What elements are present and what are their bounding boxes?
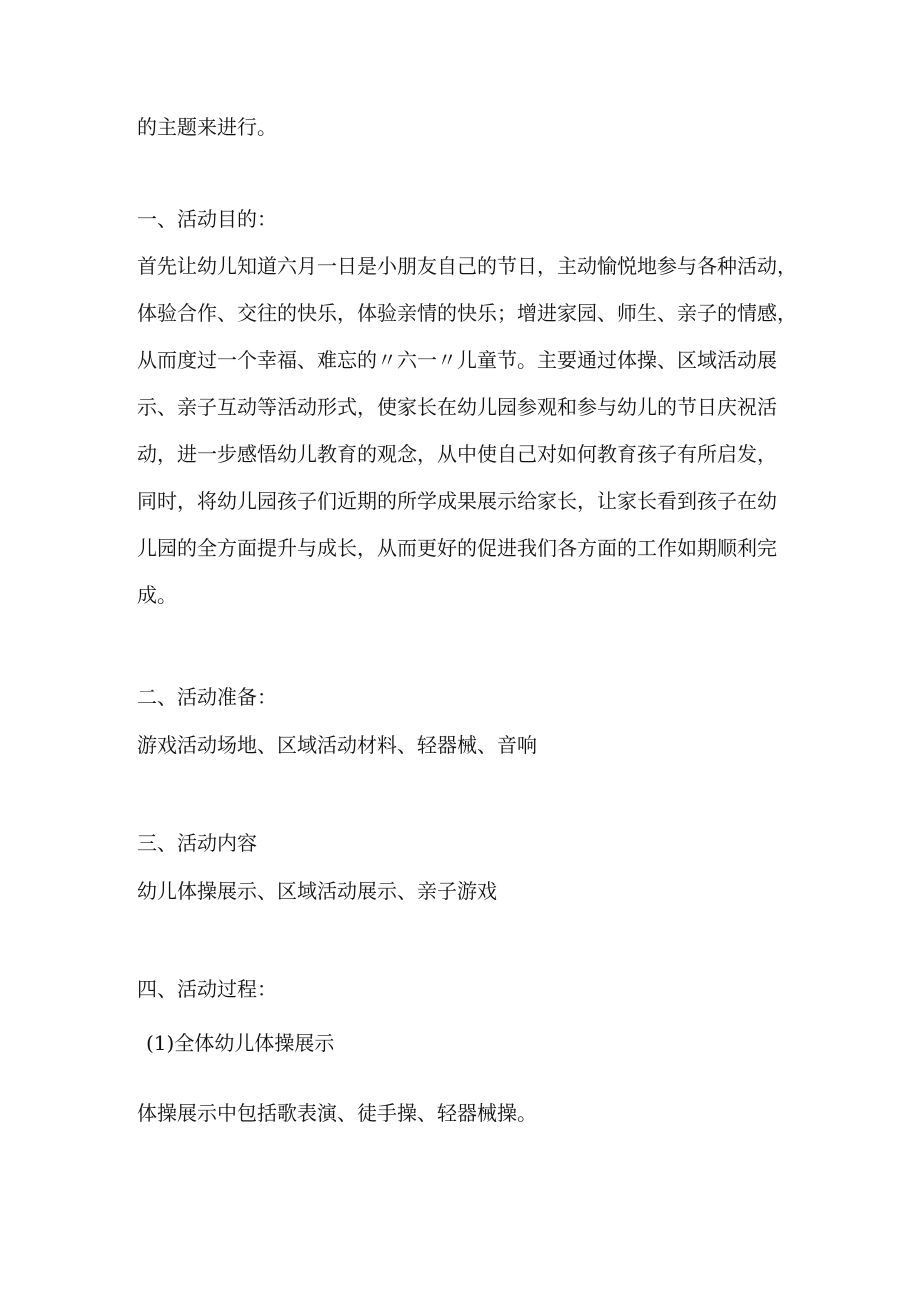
- section1-line: 示、亲子互动等活动形式，使家长在幼儿园参观和参与幼儿的节日庆祝活: [137, 395, 777, 419]
- section1-line: 同时，将幼儿园孩子们近期的所学成果展示给家长，让家长看到孩子在幼: [137, 489, 777, 513]
- section3-body: 幼儿体操展示、区域活动展示、亲子游戏: [137, 879, 497, 903]
- section1-line: 动，进一步感悟幼儿教育的观念，从中使自己对如何教育孩子有所启发，: [137, 442, 777, 466]
- section1-line: 儿园的全方面提升与成长，从而更好的促进我们各方面的工作如期顺利完: [137, 536, 777, 560]
- section1-line: 首先让幼儿知道六月一日是小朋友自己的节日，主动愉悦地参与各种活动，: [137, 254, 797, 278]
- intro-tail-text: 的主题来进行。: [137, 115, 277, 139]
- section1-line: 体验合作、交往的快乐，体验亲情的快乐；增进家园、师生、亲子的情感，: [137, 301, 797, 325]
- section1-line: 从而度过一个幸福、难忘的〃六一〃儿童节。主要通过体操、区域活动展: [137, 348, 777, 372]
- section2-heading: 二、活动准备：: [137, 685, 277, 709]
- section1-heading: 一、活动目的：: [137, 207, 277, 231]
- section4-heading: 四、活动过程：: [137, 977, 277, 1001]
- section4-subheading: (1)全体幼儿体操展示: [146, 1031, 335, 1055]
- section1-line: 成。: [137, 583, 177, 607]
- section2-body: 游戏活动场地、区域活动材料、轻器械、音响: [137, 733, 537, 757]
- section4-body: 体操展示中包括歌表演、徒手操、轻器械操。: [137, 1101, 537, 1125]
- section3-heading: 三、活动内容: [137, 831, 257, 855]
